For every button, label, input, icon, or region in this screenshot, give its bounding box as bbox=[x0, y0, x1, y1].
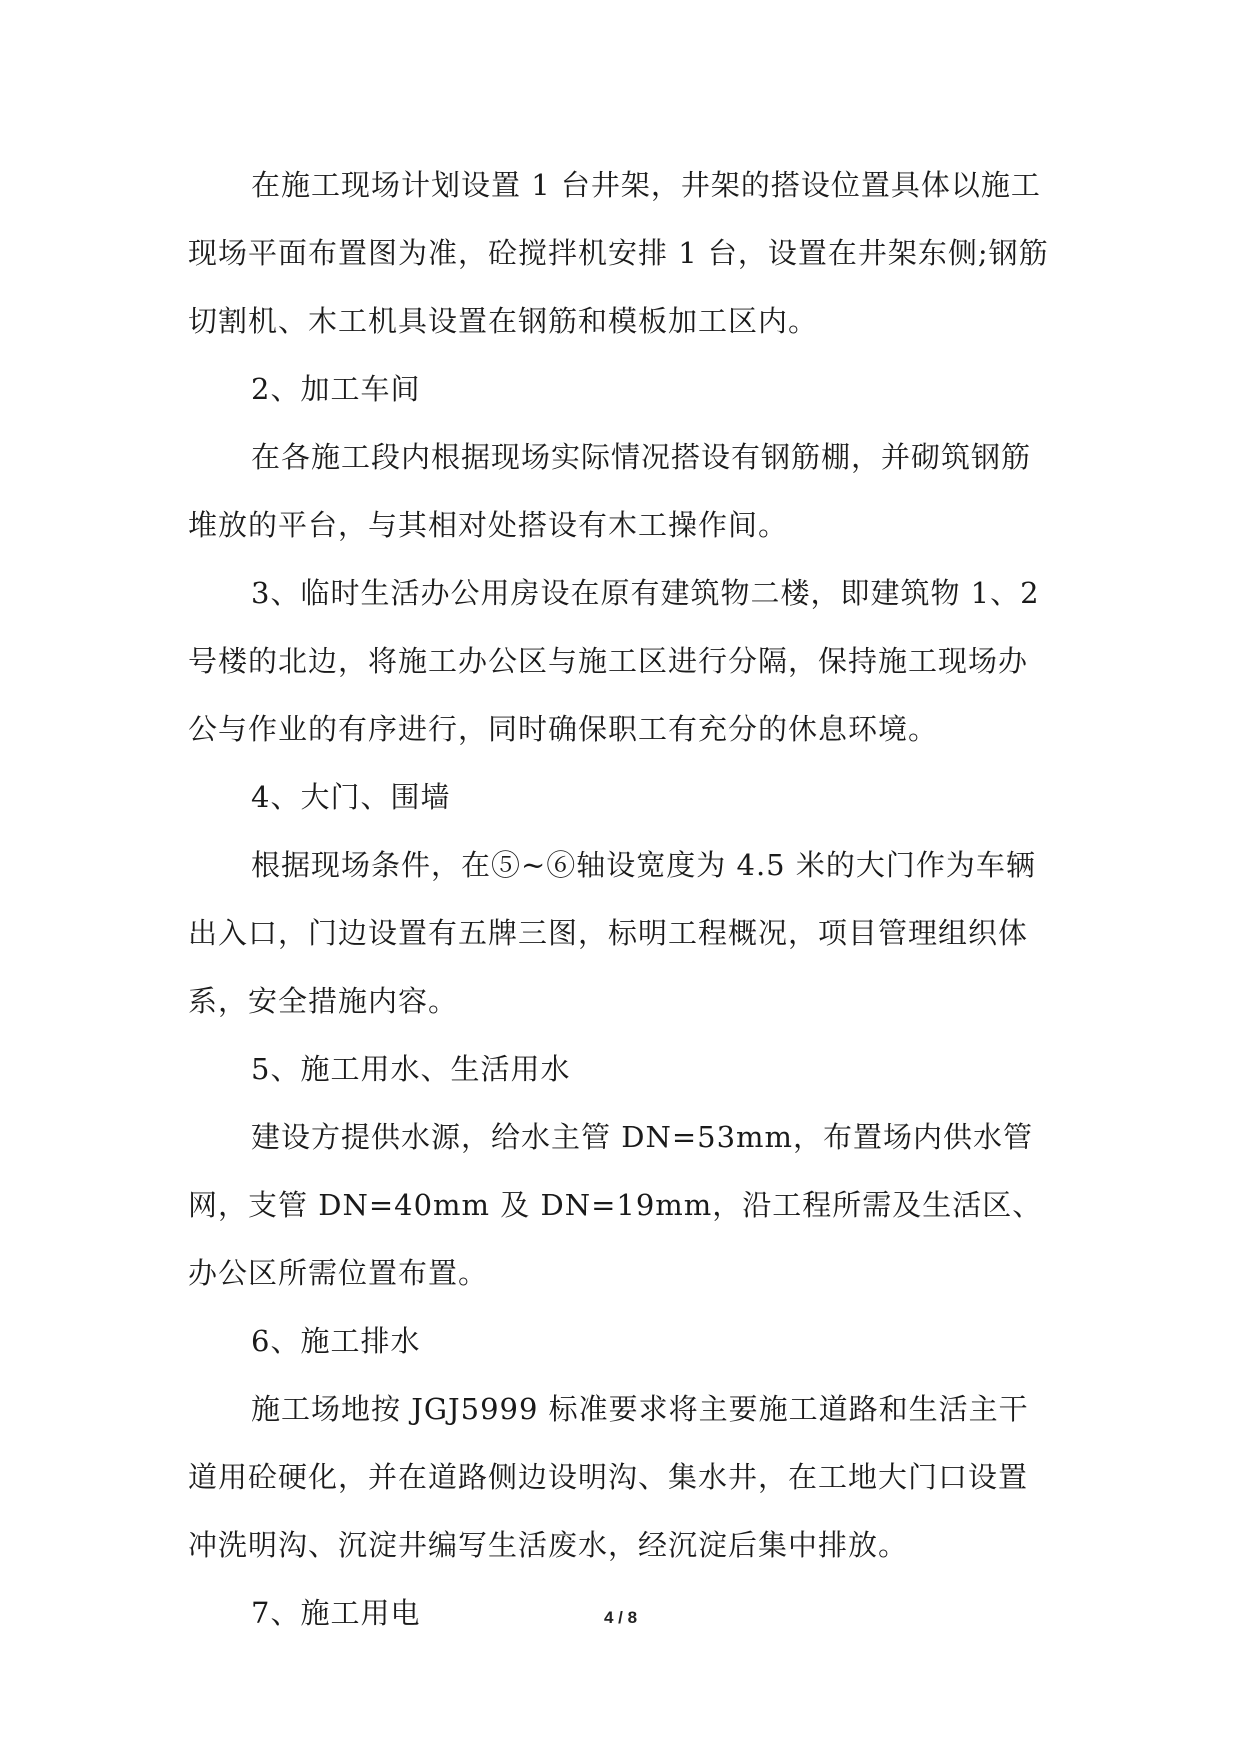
document-body bbox=[188, 151, 1056, 1647]
paragraph-drainage: 施工场地按 JGJ5999 标准要求将主要施工道路和生活主干道用砼硬化，并在道路侧边设明沟、集水井，在工地大门口设置冲洗明沟、沉淀井编写生活废水，经沉淀后集中排放。 bbox=[188, 1392, 1029, 1562]
paragraph-water-supply: 建设方提供水源，给水主管 DN=53mm，布置场内供水管网，支管 DN=40mm 及 DN=19mm，沿工程所需及生活区、办公区所需位置布置。 bbox=[188, 1120, 1043, 1290]
page-number: 4 / 8 bbox=[603, 1608, 638, 1627]
heading-gate-wall: 4、大门、围墙 bbox=[251, 780, 451, 814]
paragraph-gate-wall: 根据现场条件，在⑤~⑥轴设宽度为 4.5 米的大门作为车辆出入口，门边设置有五牌三图，标明工程概况，项目管理组织体系，安全措施内容。 bbox=[188, 848, 1036, 1018]
heading-drainage: 6、施工排水 bbox=[251, 1324, 421, 1358]
paragraph-processing-workshop: 在各施工段内根据现场实际情况搭设有钢筋棚，并砌筑钢筋堆放的平台，与其相对处搭设有木工操作间。 bbox=[188, 440, 1032, 542]
paragraph-temporary-offices: 3、临时生活办公用房设在原有建筑物二楼，即建筑物 1、2 号楼的北边，将施工办公区与施工区进行分隔，保持施工现场办公与作业的有序进行，同时确保职工有充分的休息环境。 bbox=[188, 576, 1040, 746]
heading-power-supply: 7、施工用电 bbox=[251, 1596, 421, 1630]
heading-processing-workshop: 2、加工车间 bbox=[251, 372, 421, 406]
heading-water-supply: 5、施工用水、生活用水 bbox=[251, 1052, 571, 1086]
paragraph-crane-layout: 在施工现场计划设置 1 台井架，井架的搭设位置具体以施工现场平面布置图为准，砼搅拌机安排 1 台，设置在井架东侧;钢筋切割机、木工机具设置在钢筋和模板加工区内。 bbox=[188, 168, 1049, 338]
